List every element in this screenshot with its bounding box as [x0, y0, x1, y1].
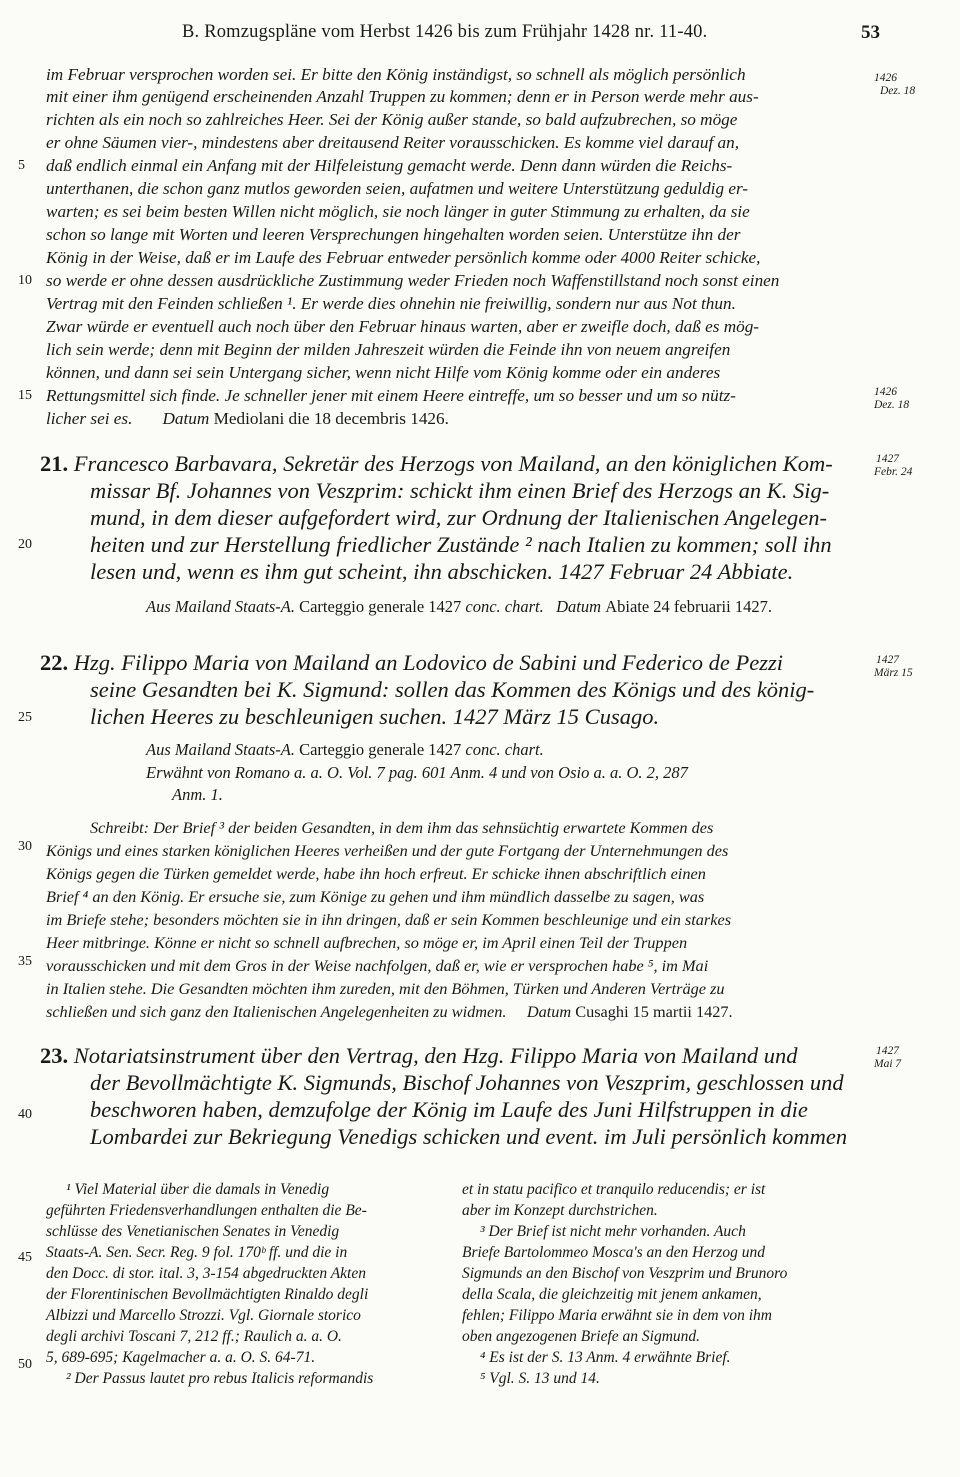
margin-day: Mai 7 [874, 1058, 902, 1070]
doc-heading-line: beschworen haben, demzufolge der König im Laufe des Juni Hilfstruppen in die [90, 1097, 808, 1122]
margin-year: 1427 [876, 1045, 899, 1057]
footnote-line: et in statu pacifico et tranquilo reducendis; er ist [462, 1181, 766, 1198]
text-line: Vertrag mit den Feinden schließen ¹. Er werde dies ohnehin nie freiwillig, sondern nur aus Not thun. [46, 294, 736, 313]
footnote-line: degli archivi Toscani 7, 212 ff.; Raulich a. a. O. [46, 1328, 342, 1345]
line-number: 35 [18, 954, 32, 969]
text-line: Rettungsmittel sich finde. Je schneller jener mit einem Heere eintreffe, um so besser und um so nütz- [46, 386, 736, 405]
footnote-line: fehlen; Filippo Maria erwähnt sie in dem von ihm [462, 1307, 772, 1324]
margin-year: 1427 [876, 654, 899, 666]
margin-date [874, 386, 909, 412]
doc-heading-line: Lombardei zur Bekriegung Venedigs schicken und event. im Juli persönlich kommen [90, 1124, 848, 1149]
footnote-line: oben angezogenen Briefe an Sigmund. [462, 1328, 701, 1345]
heading-text: Hzg. Filippo Maria von Mailand an Lodovico de Sabini und Federico de Pezzi [73, 650, 784, 675]
date-text: Mediolani die 18 decembris 1426. [213, 409, 449, 428]
doc-heading-line: lesen und, wenn es ihm gut scheint, ihn abschicken. 1427 Februar 24 Abbiate. [90, 559, 794, 584]
text-line: Schreibt: Der Brief ³ der beiden Gesandten, in dem ihm das sehnsüchtig erwartete Kommen des [90, 818, 714, 837]
text-line: Königs und eines starken königlichen Heeres verheißen und der gute Fortgang der Unternehmungen des [46, 841, 729, 860]
doc-heading-line [40, 649, 870, 676]
footnote-line: den Docc. di stor. ital. 3, 3-154 abgedruckten Akten [46, 1265, 366, 1282]
doc-heading-line: der Bevollmächtigte K. Sigmunds, Bischof Johannes von Veszprim, geschlossen und [90, 1070, 844, 1095]
text-line-dated [46, 408, 868, 429]
heading-text: Francesco Barbavara, Sekretär des Herzogs von Mailand, an den königlichen Kom- [73, 451, 833, 476]
line-number: 15 [18, 388, 32, 403]
margin-date [874, 1045, 901, 1071]
doc-number: 22. [40, 650, 69, 675]
footnote-line: geführten Friedensverhandlungen enthalten die Be- [46, 1202, 367, 1219]
footnote-line: ² Der Passus lautet pro rebus Italicis reformandis [66, 1370, 374, 1387]
source-form: conc. chart. [465, 740, 544, 759]
doc-heading-line [40, 1042, 870, 1069]
text-line: im Februar versprochen worden sei. Er bitte den König inständigst, so schnell als möglich persönlich [46, 65, 746, 84]
source-note [146, 740, 544, 760]
source-collection: Carteggio generale 1427 [299, 597, 462, 616]
datum-label: Datum [162, 409, 210, 428]
margin-day: März 15 [874, 667, 913, 679]
text-line: Heer mitbringe. Könne er nicht so schnell aufbrechen, so möge er, im April einen Teil der Truppen [46, 933, 688, 952]
footnote-line: ¹ Viel Material über die damals in Venedig [66, 1181, 330, 1198]
text-line: daß endlich einmal ein Anfang mit der Hilfeleistung gemacht werde. Denn dann würden die Reichs- [46, 156, 733, 175]
text-line: mit einer ihm genügend erscheinenden Anzahl Truppen zu kommen; denn er in Person werde mehr aus- [46, 87, 759, 106]
margin-date [874, 654, 913, 680]
margin-day: Dez. 18 [880, 85, 916, 97]
footnote-line: Briefe Bartolommeo Mosca's an den Herzog und [462, 1244, 765, 1261]
line-number: 40 [18, 1107, 32, 1122]
date-text: Cusaghi 15 martii 1427. [575, 1002, 733, 1021]
doc-heading-line: mund, in dem dieser aufgefordert wird, zur Ordnung der Italienischen Angelegen- [90, 505, 827, 530]
text-line: im Briefe stehe; besonders möchten sie in ihn dringen, daß er sein Kommen beschleunige und ein starkes [46, 910, 732, 929]
source-note: Anm. 1. [172, 785, 223, 804]
footnote-line: Albizzi und Marcello Strozzi. Vgl. Giornale storico [46, 1307, 361, 1324]
line-number: 10 [18, 273, 32, 288]
text-line: schon so lange mit Worten und leeren Versprechungen hingehalten worden seien. Unterstütze ihn der [46, 225, 741, 244]
margin-date [874, 453, 912, 479]
doc-number: 23. [40, 1043, 69, 1068]
margin-day: Febr. 24 [874, 466, 913, 478]
date-text: Abiate 24 februarii 1427. [605, 597, 772, 616]
line-number: 20 [18, 537, 32, 552]
line-number: 45 [18, 1250, 32, 1265]
footnote-line: Sigmunds an den Bischof von Veszprim und Brunoro [462, 1265, 788, 1282]
margin-day: Dez. 18 [874, 399, 910, 411]
source-form: conc. chart. [465, 597, 544, 616]
text-line: lich sein werde; denn mit Beginn der milden Jahreszeit würden die Feinde ihn von neuem angreifen [46, 340, 731, 359]
text-line: warten; es sei beim besten Willen nicht möglich, sie noch länger in guter Stimmung zu erhalten, da sie [46, 202, 750, 221]
margin-date [874, 72, 915, 98]
heading-text: Notariatsinstrument über den Vertrag, den Hzg. Filippo Maria von Mailand und [73, 1043, 798, 1068]
text-line: können, und dann sei sein Untergang sicher, wenn nicht Hilfe vom König komme oder ein anderes [46, 363, 721, 382]
footnote-line: ³ Der Brief ist nicht mehr vorhanden. Auch [480, 1223, 746, 1240]
doc-heading-line: heiten und zur Herstellung friedlicher Zustände ² nach Italien zu kommen; soll ihn [90, 532, 832, 557]
text-line: Königs gegen die Türken gemeldet werde, habe ihn hoch erfreut. Er schicke ihnen abschriftlich einen [46, 864, 706, 883]
text-line: richten als ein noch so zahlreiches Heer. Sei der König außer stande, so bald aufzubrechen, so möge [46, 110, 738, 129]
text-line: Zwar würde er eventuell auch noch über den Februar hinaus warten, aber er zweifle doch, daß es mög- [46, 317, 760, 336]
margin-year: 1426 [874, 72, 897, 84]
running-header [182, 22, 880, 48]
source-note: Erwähnt von Romano a. a. O. Vol. 7 pag. 601 Anm. 4 und von Osio a. a. O. 2, 287 [146, 763, 688, 782]
margin-year: 1426 [874, 386, 897, 398]
source-archive: Aus Mailand Staats-A. [146, 740, 295, 759]
text-line: König in der Weise, daß er im Laufe des Februar entweder persönlich komme oder 4000 Reiter schicke, [46, 248, 761, 267]
text-line: so werde er ohne dessen ausdrückliche Zustimmung weder Frieden noch Waffenstillstand noch sonst einen [46, 271, 780, 290]
footnote-line: 5, 689-695; Kagelmacher a. a. O. S. 64-71. [46, 1349, 316, 1366]
margin-year: 1427 [876, 453, 899, 465]
line-number: 25 [18, 710, 32, 725]
text-line: Brief ⁴ an den König. Er ersuche sie, zum Könige zu gehen und ihm mündlich dasselbe zu sagen, was [46, 887, 705, 906]
line-number: 5 [18, 158, 25, 173]
source-note [146, 597, 772, 617]
doc-heading-line: missar Bf. Johannes von Veszprim: schickt ihm einen Brief des Herzogs an K. Sig- [90, 478, 830, 503]
datum-label: Datum [556, 597, 602, 616]
doc-heading-line: seine Gesandten bei K. Sigmund: sollen das Kommen des Königs und des könig- [90, 677, 815, 702]
footnote-line: Staats-A. Sen. Secr. Reg. 9 fol. 170ᵇ ff. und die in [46, 1244, 348, 1261]
text-line: unterthanen, die schon ganz mutlos geworden seien, aufatmen und weitere Unterstützung geduldig er- [46, 179, 749, 198]
footnote-line: aber im Konzept durchstrichen. [462, 1202, 658, 1219]
doc-number: 21. [40, 451, 69, 476]
text-line: er ohne Säumen vier-, mindestens aber dreitausend Reiter vorausschicken. Es komme viel darauf an, [46, 133, 740, 152]
line-number: 50 [18, 1357, 32, 1372]
doc-heading-line [40, 450, 870, 477]
page-number: 53 [861, 22, 880, 43]
running-title: B. Romzugspläne vom Herbst 1426 bis zum Frühjahr 1428 nr. 11-40. [182, 22, 708, 42]
text-line: vorausschicken und mit dem Gros in der Weise nachfolgen, daß er, wie er versprochen habe ⁵, im Mai [46, 956, 709, 975]
doc-heading-line: lichen Heeres zu beschleunigen suchen. 1427 März 15 Cusago. [90, 704, 660, 729]
text-fragment: schließen und sich ganz den Italienischen Angelegenheiten zu widmen. [46, 1002, 507, 1021]
footnote-line: ⁵ Vgl. S. 13 und 14. [480, 1370, 600, 1387]
text-fragment: licher sei es. [46, 409, 133, 428]
text-line-dated [46, 1001, 868, 1022]
datum-label: Datum [526, 1002, 572, 1021]
text-line: in Italien stehe. Die Gesandten möchten ihm zureden, mit den Böhmen, Türken und Anderen Verträge zu [46, 979, 725, 998]
footnote-line: der Florentinischen Bevollmächtigten Rinaldo degli [46, 1286, 369, 1303]
line-number: 30 [18, 839, 32, 854]
footnote-line: schlüsse des Venetianischen Senates in Venedig [46, 1223, 340, 1240]
footnote-line: della Scala, die gleichzeitig mit jenem ankamen, [462, 1286, 762, 1303]
source-collection: Carteggio generale 1427 [299, 740, 462, 759]
footnote-line: ⁴ Es ist der S. 13 Anm. 4 erwähnte Brief. [480, 1349, 731, 1366]
source-archive: Aus Mailand Staats-A. [146, 597, 295, 616]
